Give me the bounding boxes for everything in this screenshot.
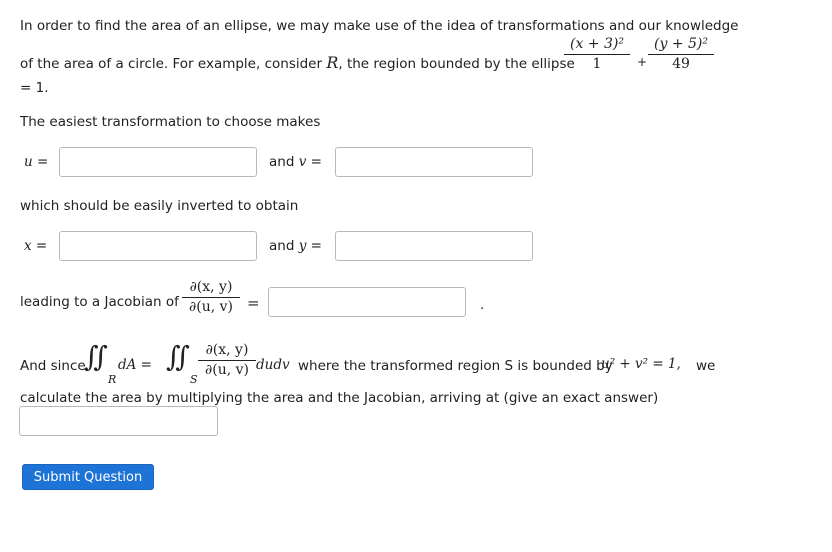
double-integral-r-icon: ∬ — [84, 340, 102, 373]
intro-line-2 — [20, 53, 575, 72]
x-input[interactable] — [59, 231, 257, 261]
area-prompt: calculate the area by multiplying the area and the Jacobian, arriving at (give an exact answer) — [20, 390, 659, 406]
ellipse-fraction-x — [564, 36, 630, 72]
ellipse-fraction-x-denominator: 1 — [592, 56, 602, 72]
intro-line-2-after: , the region bounded by the ellipse — [338, 56, 575, 72]
v-label-text: and — [269, 154, 295, 170]
ellipse-fraction-x-numerator: (x + 3)² — [570, 36, 624, 52]
region-r-symbol: R — [326, 53, 339, 72]
jacobian-period: . — [480, 297, 485, 313]
x-label: x = — [24, 238, 48, 254]
jacobian-prompt: leading to a Jacobian of — [20, 294, 179, 310]
jacobian-fraction — [182, 279, 240, 315]
dudv: dudv — [256, 357, 290, 373]
jacobian-equals: = — [247, 294, 260, 312]
double-integral-s-icon: ∬ — [166, 340, 184, 373]
v-label-math: v = — [298, 154, 322, 170]
we-text: we — [696, 358, 716, 374]
u-input[interactable] — [59, 147, 257, 177]
ellipse-fraction-y-denominator: 49 — [672, 56, 690, 72]
integral-jacobian-numerator: ∂(x, y) — [205, 342, 249, 358]
intro-line-1: In order to find the area of an ellipse, we may make use of the idea of transformations and our knowledge — [20, 18, 739, 34]
y-label-text: and — [269, 238, 295, 254]
circle-equation: u² + v² = 1, — [601, 356, 681, 372]
y-label — [269, 238, 322, 254]
u-label: u = — [24, 154, 49, 170]
region-r-subscript: R — [108, 373, 117, 386]
region-s-subscript: S — [190, 373, 198, 386]
fraction-bar — [198, 360, 256, 361]
fraction-bar — [564, 54, 630, 55]
plus-sign: + — [637, 55, 648, 69]
area-input[interactable] — [19, 406, 218, 436]
jacobian-denominator: ∂(u, v) — [189, 299, 233, 315]
intro-line-3: = 1. — [20, 80, 49, 96]
y-input[interactable] — [335, 231, 533, 261]
ellipse-fraction-y-numerator: (y + 5)² — [654, 36, 708, 52]
fraction-bar — [648, 54, 714, 55]
integral-jacobian-fraction — [198, 342, 256, 378]
integral-jacobian-denominator: ∂(u, v) — [205, 362, 249, 378]
jacobian-numerator: ∂(x, y) — [189, 279, 233, 295]
y-label-math: y = — [298, 238, 322, 254]
intro-line-2-text: of the area of a circle. For example, consider — [20, 56, 323, 72]
transformed-region-text: where the transformed region S is bounded by — [298, 358, 613, 374]
v-input[interactable] — [335, 147, 533, 177]
submit-question-button[interactable]: Submit Question — [22, 464, 154, 490]
da-equals: dA = — [118, 357, 152, 373]
and-since-text: And since — [20, 358, 86, 374]
ellipse-fraction-y — [648, 36, 714, 72]
fraction-bar — [182, 297, 240, 298]
jacobian-input[interactable] — [268, 287, 466, 317]
transformation-prompt: The easiest transformation to choose makes — [20, 114, 321, 130]
invert-prompt: which should be easily inverted to obtain — [20, 198, 299, 214]
v-label — [269, 154, 322, 170]
